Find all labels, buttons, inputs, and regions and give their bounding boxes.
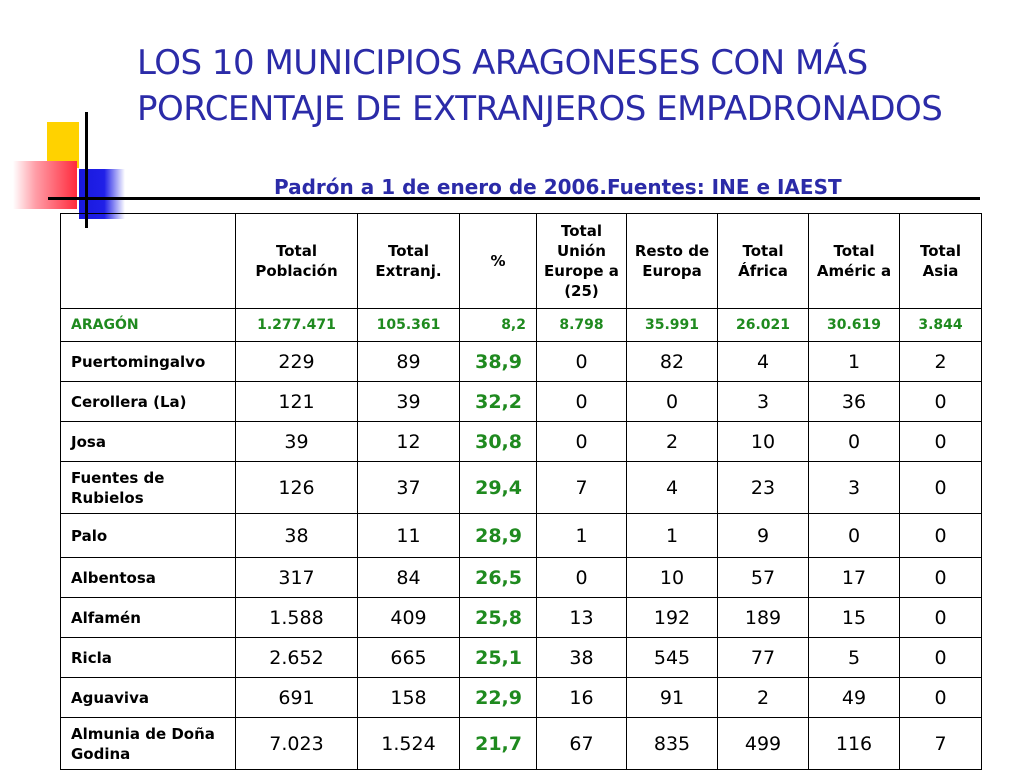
table-cell: 36 — [809, 382, 900, 422]
table-row — [61, 558, 982, 598]
table-cell: 10 — [627, 558, 718, 598]
table-cell: 835 — [627, 718, 718, 770]
table-cell: 116 — [809, 718, 900, 770]
municipality-name: Albentosa — [61, 558, 236, 598]
table-cell: 89 — [358, 342, 460, 382]
column-header — [61, 214, 236, 309]
table-cell: 105.361 — [358, 309, 460, 342]
table-row — [61, 462, 982, 514]
table-cell: 0 — [809, 422, 900, 462]
table-cell: 5 — [809, 638, 900, 678]
source-subtitle: Padrón a 1 de enero de 2006.Fuentes: INE e IAEST — [274, 175, 842, 199]
municipality-name: Palo — [61, 514, 236, 558]
table-cell: 0 — [900, 514, 982, 558]
column-header: Total Extranj. — [358, 214, 460, 309]
municipality-name: Fuentes de Rubielos — [61, 462, 236, 514]
table-row — [61, 342, 982, 382]
table-cell: 57 — [718, 558, 809, 598]
table-cell: 0 — [537, 558, 627, 598]
municipality-name: Josa — [61, 422, 236, 462]
table-cell: 38 — [236, 514, 358, 558]
table-cell: 3 — [809, 462, 900, 514]
table-cell: 0 — [537, 422, 627, 462]
table-cell: 126 — [236, 462, 358, 514]
column-header: Total Améric a — [809, 214, 900, 309]
column-header: Total África — [718, 214, 809, 309]
table-cell: 1 — [537, 514, 627, 558]
table-row — [61, 598, 982, 638]
decorative-red-square — [13, 161, 77, 209]
table-cell: 1 — [627, 514, 718, 558]
table-cell: 0 — [900, 558, 982, 598]
table-cell: 2.652 — [236, 638, 358, 678]
table-cell: 0 — [537, 342, 627, 382]
table-cell: 0 — [627, 382, 718, 422]
table-cell: 1.277.471 — [236, 309, 358, 342]
header-row — [61, 214, 982, 309]
municipality-name: Cerollera (La) — [61, 382, 236, 422]
table-cell: 189 — [718, 598, 809, 638]
column-header: % — [460, 214, 537, 309]
table-cell: 4 — [627, 462, 718, 514]
table-cell: 67 — [537, 718, 627, 770]
table-cell: 229 — [236, 342, 358, 382]
table-cell: 409 — [358, 598, 460, 638]
table-cell: 84 — [358, 558, 460, 598]
summary-row — [61, 309, 982, 342]
table-cell: 121 — [236, 382, 358, 422]
table-cell: 29,4 — [460, 462, 537, 514]
table-cell: 0 — [900, 598, 982, 638]
table-cell: 77 — [718, 638, 809, 678]
table-cell: 3.844 — [900, 309, 982, 342]
table-cell: 7 — [537, 462, 627, 514]
table-row — [61, 678, 982, 718]
table-cell: 0 — [900, 422, 982, 462]
table-cell: 0 — [900, 462, 982, 514]
column-header: Resto de Europa — [627, 214, 718, 309]
data-table — [60, 213, 982, 770]
table-cell: 1.588 — [236, 598, 358, 638]
table-row — [61, 422, 982, 462]
table-cell: 26.021 — [718, 309, 809, 342]
table-cell: 39 — [358, 382, 460, 422]
table-cell: 11 — [358, 514, 460, 558]
table-cell: 691 — [236, 678, 358, 718]
column-header: Total Población — [236, 214, 358, 309]
table-cell: 1 — [809, 342, 900, 382]
municipality-name: Alfamén — [61, 598, 236, 638]
column-header: Total Asia — [900, 214, 982, 309]
table-cell: 82 — [627, 342, 718, 382]
table-cell: 7 — [900, 718, 982, 770]
table-cell: 17 — [809, 558, 900, 598]
table-cell: 37 — [358, 462, 460, 514]
table-row — [61, 718, 982, 770]
table-cell: 8.798 — [537, 309, 627, 342]
table-cell: 2 — [900, 342, 982, 382]
table-cell: 91 — [627, 678, 718, 718]
table-cell: 0 — [537, 382, 627, 422]
table-cell: 9 — [718, 514, 809, 558]
table-cell: 38 — [537, 638, 627, 678]
table-cell: 2 — [627, 422, 718, 462]
table-cell: 30.619 — [809, 309, 900, 342]
table-row — [61, 638, 982, 678]
municipality-name: Aguaviva — [61, 678, 236, 718]
table-cell: 30,8 — [460, 422, 537, 462]
table-cell: 26,5 — [460, 558, 537, 598]
decorative-vertical-line — [85, 112, 88, 228]
region-name: ARAGÓN — [61, 309, 236, 342]
table-cell: 192 — [627, 598, 718, 638]
table-cell: 0 — [900, 382, 982, 422]
table-cell: 28,9 — [460, 514, 537, 558]
table-cell: 158 — [358, 678, 460, 718]
table-cell: 3 — [718, 382, 809, 422]
page-title: LOS 10 MUNICIPIOS ARAGONESES CON MÁS PORCENTAJE DE EXTRANJEROS EMPADRONADOS — [137, 43, 943, 129]
table-cell: 0 — [900, 678, 982, 718]
table-cell: 0 — [809, 514, 900, 558]
table-cell: 22,9 — [460, 678, 537, 718]
table-cell: 49 — [809, 678, 900, 718]
column-header: Total Unión Europe a (25) — [537, 214, 627, 309]
table-cell: 39 — [236, 422, 358, 462]
table-cell: 545 — [627, 638, 718, 678]
table-row — [61, 382, 982, 422]
table-cell: 16 — [537, 678, 627, 718]
table-cell: 665 — [358, 638, 460, 678]
municipality-name: Ricla — [61, 638, 236, 678]
table-cell: 12 — [358, 422, 460, 462]
municipality-name: Almunia de Doña Godina — [61, 718, 236, 770]
table-cell: 13 — [537, 598, 627, 638]
table-cell: 25,1 — [460, 638, 537, 678]
table-cell: 1.524 — [358, 718, 460, 770]
table-cell: 317 — [236, 558, 358, 598]
table-cell: 21,7 — [460, 718, 537, 770]
table-cell: 7.023 — [236, 718, 358, 770]
table-row — [61, 514, 982, 558]
municipality-name: Puertomingalvo — [61, 342, 236, 382]
table-cell: 499 — [718, 718, 809, 770]
table-cell: 10 — [718, 422, 809, 462]
table-cell: 38,9 — [460, 342, 537, 382]
table-cell: 25,8 — [460, 598, 537, 638]
table-cell: 4 — [718, 342, 809, 382]
table-cell: 32,2 — [460, 382, 537, 422]
table-cell: 8,2 — [460, 309, 537, 342]
table-cell: 2 — [718, 678, 809, 718]
table-cell: 23 — [718, 462, 809, 514]
table-cell: 15 — [809, 598, 900, 638]
table-cell: 0 — [900, 638, 982, 678]
table-cell: 35.991 — [627, 309, 718, 342]
